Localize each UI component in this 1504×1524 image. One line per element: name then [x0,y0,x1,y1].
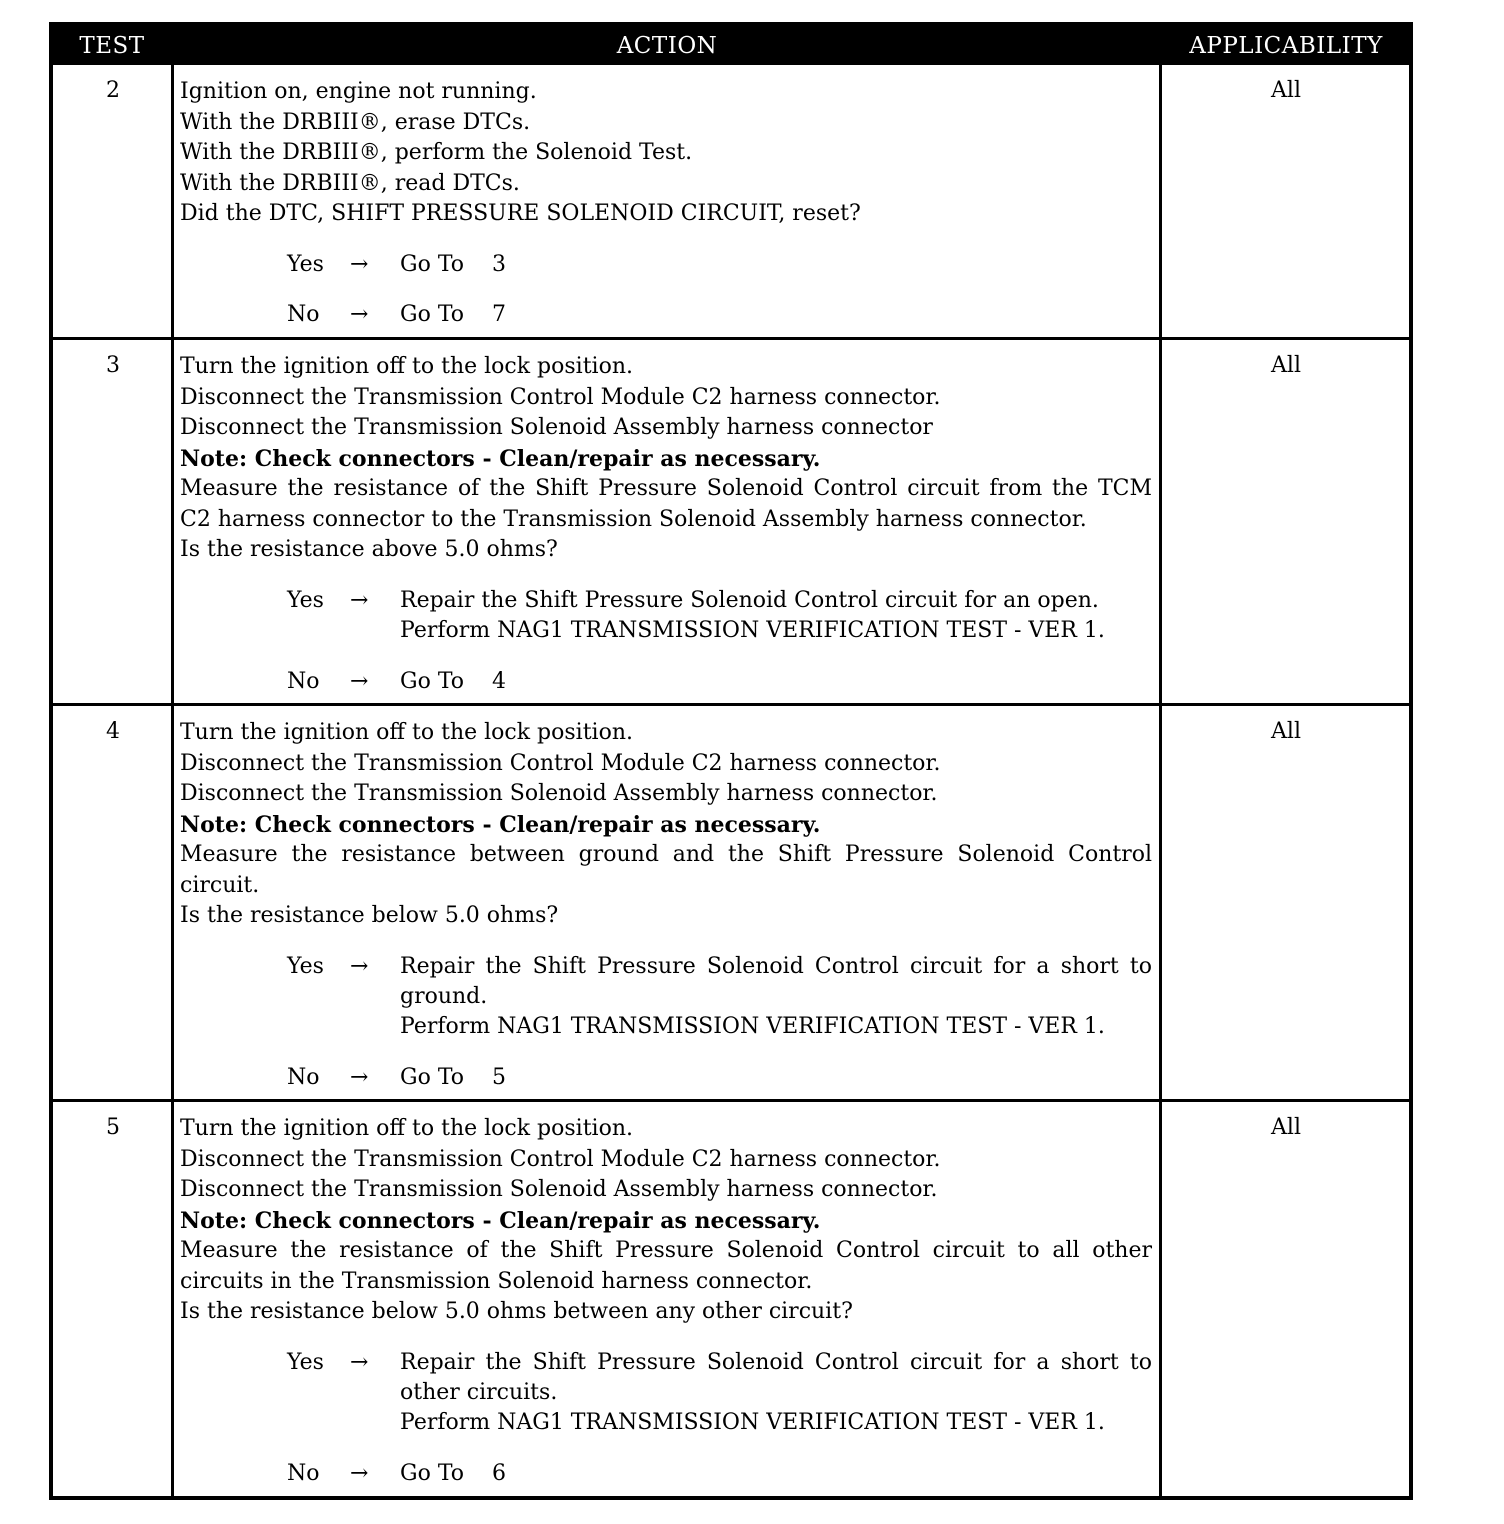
action-line: Measure the resistance of the Shift Pressure Solenoid Control circuit from the TCM [180,476,1152,501]
action-line: Is the resistance below 5.0 ohms between any other circuit? [180,1299,853,1324]
result-line: Go To 4 [400,668,506,694]
header-action: ACTION [616,33,718,59]
test-number: 5 [106,1115,120,1140]
note-line: Note: Check connectors - Clean/repair as necessary. [180,1207,821,1234]
yes-result [400,250,1152,280]
action-line: Disconnect the Transmission Control Module C2 harness connector. [180,750,941,776]
action-line: circuit. [180,872,260,898]
action-line: C2 harness connector to the Transmission Solenoid Assembly harness connector. [180,506,1087,532]
action-line: Turn the ignition off to the lock position. [180,720,633,745]
yes-branch [180,586,1152,647]
action-line: circuits in the Transmission Solenoid harness connector. [180,1268,813,1294]
table-row [53,1102,1409,1496]
arrow-icon: → [350,953,369,979]
action-line: Disconnect the Transmission Control Module C2 harness connector. [180,384,941,410]
no-result [400,1063,1152,1093]
action-line: Did the DTC, SHIFT PRESSURE SOLENOID CIRCUIT, reset? [180,201,861,226]
no-label: No [287,1064,320,1090]
arrow-icon: → [350,1064,369,1090]
action-line: With the DRBIII®, perform the Solenoid Test. [180,140,693,165]
no-result [400,667,1152,697]
yes-branch [180,250,1152,280]
result-line: Perform NAG1 TRANSMISSION VERIFICATION TEST - VER 1. [400,617,1105,643]
header-test: TEST [79,33,145,59]
arrow-icon: → [350,251,369,277]
action-line: Turn the ignition off to the lock position. [180,1116,633,1141]
test-number: 2 [106,78,120,103]
no-branch [180,1459,1152,1489]
action-line: Measure the resistance between ground and the Shift Pressure Solenoid Control [180,842,1152,867]
test-number: 3 [106,353,120,378]
yes-label: Yes [287,953,324,979]
yes-result [400,586,1152,646]
action-cell [180,1114,1152,1489]
no-result [400,1459,1152,1489]
result-line: Repair the Shift Pressure Solenoid Control circuit for a short to [400,1349,1152,1375]
no-label: No [287,301,320,327]
no-label: No [287,668,320,694]
arrow-icon: → [350,1349,369,1375]
result-line: Perform NAG1 TRANSMISSION VERIFICATION TEST - VER 1. [400,1409,1105,1435]
result-line: Go To 6 [400,1460,506,1486]
result-line: Repair the Shift Pressure Solenoid Control circuit for an open. [400,587,1099,613]
action-line: Measure the resistance of the Shift Pressure Solenoid Control circuit to all other [180,1238,1152,1263]
applicability-value: All [1271,1115,1301,1140]
action-line: With the DRBIII®, read DTCs. [180,170,520,196]
action-cell [180,718,1152,1093]
action-line: Is the resistance above 5.0 ohms? [180,537,558,562]
test-number: 4 [106,719,120,744]
yes-result [400,952,1152,1042]
action-line: Turn the ignition off to the lock position. [180,354,633,379]
yes-label: Yes [287,587,324,613]
table-row [53,340,1409,703]
applicability-value: All [1271,719,1301,744]
result-line: Go To 5 [400,1064,506,1090]
action-line: Is the resistance below 5.0 ohms? [180,903,559,928]
yes-result [400,1348,1152,1438]
yes-label: Yes [287,251,324,277]
result-line: Perform NAG1 TRANSMISSION VERIFICATION TEST - VER 1. [400,1013,1105,1039]
applicability-value: All [1271,78,1301,103]
diagnostic-test-table [49,22,1413,1500]
action-line: With the DRBIII®, erase DTCs. [180,109,531,135]
action-line: Disconnect the Transmission Solenoid Assembly harness connector. [180,781,938,806]
no-branch [180,1063,1152,1093]
action-line: Disconnect the Transmission Control Module C2 harness connector. [180,1146,941,1172]
yes-label: Yes [287,1349,324,1375]
action-line: Ignition on, engine not running. [180,79,537,104]
no-result [400,300,1152,330]
action-cell [180,77,1152,330]
action-line: Disconnect the Transmission Solenoid Assembly harness connector [180,415,933,440]
result-line: Go To 7 [400,301,506,327]
result-line: Repair the Shift Pressure Solenoid Control circuit for a short to [400,953,1152,979]
no-label: No [287,1460,320,1486]
result-line: other circuits. [400,1379,558,1405]
applicability-value: All [1271,353,1301,378]
table-row [53,706,1409,1099]
action-line: Disconnect the Transmission Solenoid Assembly harness connector. [180,1177,938,1202]
yes-branch [180,952,1152,1043]
result-line: Go To 3 [400,251,506,277]
table-row [53,65,1409,338]
no-branch [180,667,1152,697]
no-branch [180,300,1152,330]
arrow-icon: → [350,1460,369,1486]
arrow-icon: → [350,301,369,327]
note-line: Note: Check connectors - Clean/repair as necessary. [180,811,821,838]
header-applicability: APPLICABILITY [1189,33,1383,59]
table-header [53,26,1409,65]
action-cell [180,352,1152,697]
arrow-icon: → [350,587,369,613]
yes-branch [180,1348,1152,1439]
arrow-icon: → [350,668,369,694]
note-line: Note: Check connectors - Clean/repair as necessary. [180,445,821,472]
result-line: ground. [400,983,488,1009]
